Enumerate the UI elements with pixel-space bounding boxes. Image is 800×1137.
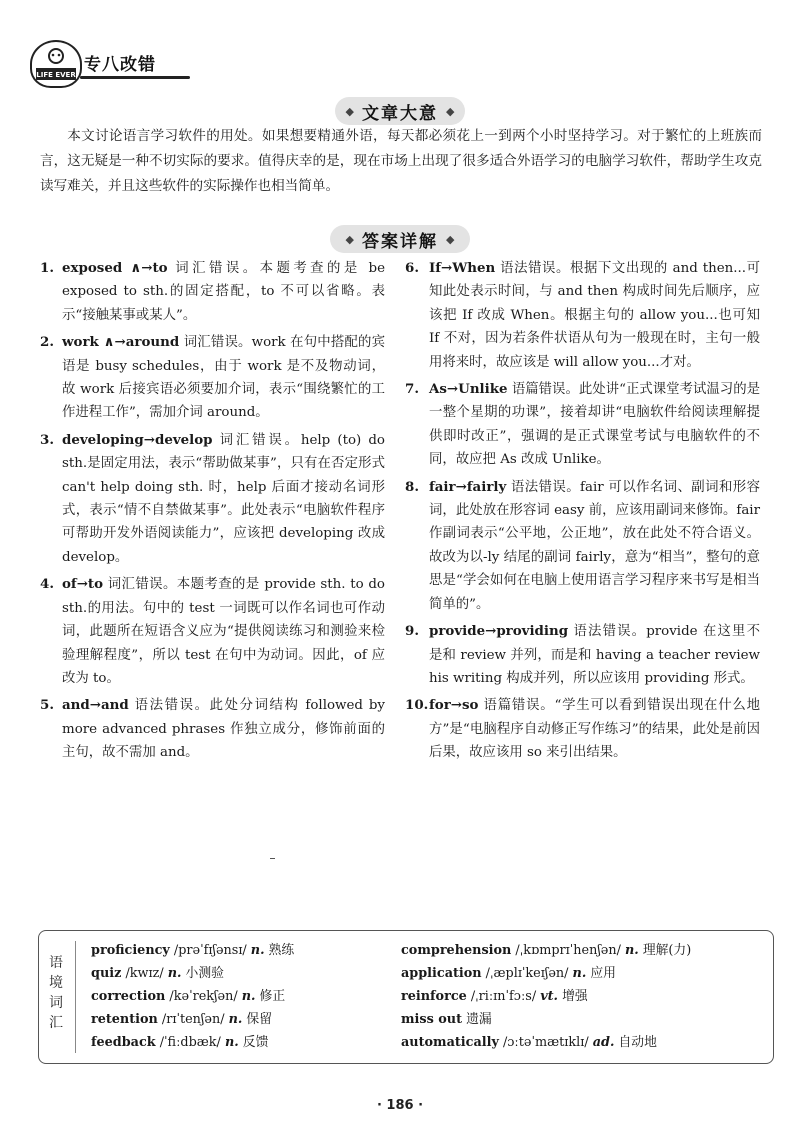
answer-number: 5.: [40, 697, 54, 714]
vocab-word: application: [401, 966, 482, 981]
vocab-pos: n.: [167, 966, 182, 981]
vocab-pos: vt.: [540, 989, 559, 1004]
vocab-meaning: 小测验: [181, 966, 224, 981]
vocab-pos: n.: [572, 966, 587, 981]
vocab-entry: [91, 939, 391, 962]
answer-number: 1.: [40, 260, 54, 276]
stray-mark: [270, 858, 275, 859]
answer-correction: As→Unlike: [429, 381, 508, 398]
summary-banner-title: 文章大意: [362, 103, 438, 124]
vocab-entry: [91, 1008, 391, 1031]
diamond-icon: ◆: [446, 232, 455, 246]
answer-number: 6.: [405, 260, 419, 276]
answer-explanation: 语篇错误。“学生可以看到错误出现在什么地方”是“电脑程序自动修正写作练习”的结果，此处是前因后果，故应该用 so 来引出结果。: [429, 698, 760, 761]
vocab-word: comprehension: [401, 943, 512, 958]
vocabulary-column-right: [401, 939, 767, 1054]
answer-item: [405, 257, 760, 374]
answer-item: [40, 257, 385, 327]
answer-correction: developing→develop: [62, 431, 213, 448]
answer-correction: If→When: [429, 260, 496, 276]
answer-explanation: 语法错误。根据下文出现的 and then...可知此处表示时间，与 and then 构成时间先后顺序，应该把 If 改成 When。根据主句的 allow you...也可知 If 不对，因为若条件状语从句为一般现在时，主句一般用将来时，故应该是 will allow you...才对。: [429, 261, 760, 370]
answer-item: [40, 694, 385, 764]
vocab-phonetic: /ˌæplɪˈkeɪʃən/: [481, 966, 573, 981]
vocab-pos: n.: [224, 1035, 239, 1050]
vocabulary-label: 语境词汇: [49, 955, 63, 1031]
vocab-meaning: 增强: [558, 989, 588, 1004]
vocab-entry: [91, 985, 391, 1008]
answer-number: 4.: [40, 576, 54, 593]
answer-correction: fair→fairly: [429, 478, 507, 495]
vocab-word: automatically: [401, 1035, 499, 1050]
vocab-pos: n.: [624, 943, 639, 958]
summary-banner: [335, 97, 465, 125]
answer-item: [405, 378, 760, 472]
vocab-phonetic: /kəˈrekʃən/: [165, 989, 242, 1004]
answer-explanation: 语篇错误。此处讲“正式课堂考试温习的是一整个星期的功课”，接着却讲“电脑软件给阅读理解提供即时改正”，强调的是正式课堂考试与电脑软件的不同，故应把 As 改成 Unlike。: [429, 382, 760, 468]
vocab-phonetic: /prəˈfɪʃənsɪ/: [169, 943, 251, 958]
answer-number: 8.: [405, 478, 419, 495]
vocab-word: feedback: [91, 1035, 156, 1050]
answer-number: 10.: [405, 697, 429, 714]
vocab-word: correction: [91, 989, 166, 1004]
answer-correction: of→to: [62, 576, 104, 593]
page-number: · 186 ·: [376, 1098, 424, 1113]
answers-right-column: [405, 257, 760, 769]
answer-item: [405, 620, 760, 690]
vocab-entry: [91, 1031, 391, 1054]
answer-item: [40, 331, 385, 425]
vocab-pos: ad.: [592, 1035, 615, 1050]
vocab-phonetic: /kwɪz/: [121, 966, 168, 981]
answers-banner: [330, 225, 470, 253]
answer-number: 9.: [405, 623, 419, 640]
vocab-word: quiz: [91, 966, 122, 981]
diamond-icon: ◆: [345, 104, 354, 118]
vocab-phonetic: /ˈfiːdbæk/: [155, 1035, 225, 1050]
diamond-icon: ◆: [446, 104, 455, 118]
vocab-word: miss out: [401, 1012, 463, 1027]
answer-item: [405, 694, 760, 764]
vocab-meaning: 理解(力): [638, 943, 692, 958]
page-header: [30, 40, 170, 92]
answer-number: 3.: [40, 431, 54, 448]
vocab-meaning: 反馈: [238, 1035, 269, 1050]
vocabulary-box: [38, 930, 774, 1064]
vocab-meaning: 应用: [586, 966, 616, 981]
answers-banner-title: 答案详解: [362, 231, 438, 252]
answer-item: [40, 573, 385, 690]
diamond-icon: ◆: [345, 232, 354, 246]
answer-explanation: 语法错误。provide 在这里不是和 review 并列，而是和 having a teacher review his writing 构成并列，所以应该用 providing 形式。: [429, 624, 760, 686]
answer-correction: and→and: [62, 697, 129, 714]
answer-correction: provide→providing: [429, 623, 569, 640]
answer-item: [405, 476, 760, 616]
section-title: 专八改错: [84, 55, 156, 75]
vocabulary-divider: [75, 941, 76, 1053]
vocab-phonetic: /ˌkɒmprɪˈhenʃən/: [511, 943, 625, 958]
vocab-pos: n.: [250, 943, 265, 958]
answer-correction: for→so: [429, 697, 479, 714]
vocab-pos: n.: [228, 1012, 243, 1027]
vocab-entry: [401, 985, 767, 1008]
vocabulary-column-left: [91, 939, 391, 1054]
answer-explanation: 词汇错误。本题考查的是 be exposed to sth.的固定搭配，to 不可以省略。表示“接触某事或某人”。: [62, 261, 385, 323]
answer-explanation: 词汇错误。help (to) do sth.是固定用法，表示“帮助做某事”，只有在否定形式 can't help doing sth. 时，help 后面才接动名词形式，表示“情不自禁做某事”。此处表示“电脑软件程序可帮助开发外语阅读能力”，应该把 developing 改成 develop。: [62, 432, 385, 565]
answer-explanation: 语法错误。fair 可以作名词、副词和形容词，此处放在形容词 easy 前，应该用副词来修饰。fair 作副词表示“公平地，公正地”，放在此处不符合语义。故改为以-ly 结尾的副词 fairly，意为“相当”，整句的意思是“学会如何在电脑上使用语言学习程序来书写是相当简单的”。: [429, 479, 760, 612]
vocab-entry: [401, 1008, 767, 1031]
vocab-meaning: 修正: [255, 989, 286, 1004]
vocab-phonetic: /ɔːtəˈmætɪklɪ/: [498, 1035, 593, 1050]
vocab-entry: [401, 939, 767, 962]
answer-item: [40, 429, 385, 569]
answer-correction: exposed ∧→to: [62, 260, 168, 276]
vocab-meaning: 遗漏: [466, 1012, 492, 1027]
vocab-word: retention: [91, 1012, 158, 1027]
answer-correction: work ∧→around: [62, 334, 180, 351]
answer-number: 2.: [40, 334, 54, 351]
vocab-pos: n.: [241, 989, 256, 1004]
logo-text: LIFE EVER: [36, 71, 76, 79]
answers-left-column: [40, 257, 385, 769]
book-logo-icon: [30, 40, 82, 88]
header-divider: [80, 76, 190, 79]
vocab-entry: [401, 1031, 767, 1054]
vocab-phonetic: /ˌriːɪnˈfɔːs/: [466, 989, 541, 1004]
answer-explanation: 语法错误。此处分词结构 followed by more advanced phrases 作独立成分，修饰前面的主句，故不需加 and。: [62, 698, 385, 761]
vocab-meaning: 自动地: [614, 1035, 657, 1050]
vocab-word: reinforce: [401, 989, 467, 1004]
answer-explanation: 词汇错误。本题考查的是 provide sth. to do sth.的用法。句中的 test 一词既可以作名词也可作动词，此题所在短语含义应为“提供阅读练习和测验来检验理解程度”，所以 test 在句中为动词。因此，of 应改为 to。: [62, 577, 385, 686]
vocab-entry: [401, 962, 767, 985]
vocab-meaning: 熟练: [264, 943, 295, 958]
vocab-phonetic: /rɪˈtenʃən/: [157, 1012, 229, 1027]
summary-paragraph: 本文讨论语言学习软件的用处。如果想要精通外语，每天都必须花上一到两个小时坚持学习。对于繁忙的上班族而言，这无疑是一种不切实际的要求。值得庆幸的是，现在市场上出现了很多适合外语学习的电脑学习软件，帮助学生攻克读写难关，并且这些软件的实际操作也相当简单。: [40, 128, 762, 194]
answer-explanation: 词汇错误。work 在句中搭配的宾语是 busy schedules，由于 work 是不及物动词，故 work 后接宾语必须要加介词，表示“围绕繁忙的工作进程工作”，需加介词 around。: [62, 335, 385, 421]
answer-number: 7.: [405, 381, 419, 398]
vocab-entry: [91, 962, 391, 985]
vocab-word: proficiency: [91, 943, 170, 958]
vocab-meaning: 保留: [242, 1012, 273, 1027]
